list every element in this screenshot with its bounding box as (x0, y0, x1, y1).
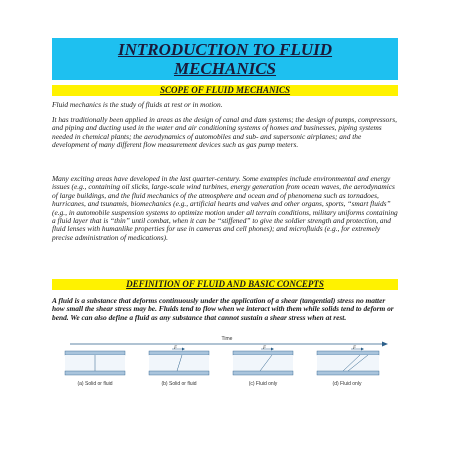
panel-c-bottom-plate (233, 371, 293, 375)
panel-b-top-plate (149, 351, 209, 355)
title-line-1: INTRODUCTION TO FLUID (117, 40, 333, 59)
panel-a (65, 351, 125, 375)
caption-d: (d) Fluid only (332, 381, 362, 387)
panel-b-bottom-plate (149, 371, 209, 375)
scope-paragraph-2: It has traditionally been applied in areas as the design of canal and dam systems; the design of pumps, compressors, and piping and ducting used in the water and air conditioning systems of homes and businesses, piping systems needed in chemical plants; the aerodynamics of automobiles and sub- and supersonic airplanes; and the development of many different flow measurement devices such as gas pump meters. (52, 115, 397, 150)
title-line-2: MECHANICS (173, 59, 277, 78)
panel-b-force-head (182, 348, 185, 351)
caption-c: (c) Fluid only (248, 381, 278, 387)
panel-d-fluid (317, 355, 379, 371)
panel-c-force-head (271, 348, 274, 351)
time-arrow-head (382, 342, 388, 347)
scope-paragraph-1: Fluid mechanics is the study of fluids at rest or in motion. (52, 100, 223, 109)
caption-a: (a) Solid or fluid (77, 381, 113, 387)
title-banner (52, 38, 398, 80)
panel-c-fluid (233, 355, 293, 371)
time-label: Time (221, 336, 233, 342)
panel-d (317, 348, 379, 376)
shear-deformation-figure (60, 336, 390, 396)
panel-d-bottom-plate (317, 371, 379, 375)
definition-heading: DEFINITION OF FLUID AND BASIC CONCEPTS (126, 279, 324, 289)
panel-d-force-head (361, 348, 364, 351)
scope-paragraph-3: Many exciting areas have developed in the last quarter-century. Some examples include environmental and energy issues (e.g., containing oil slicks, large-scale wind turbines, energy generation from ocean waves, the aerodynamics of large buildings, and the fluid mechanics of the atmosphere and ocean and of phenomena such as tornadoes, hurricanes, and tsunamis, biomechanics (e.g., artificial hearts and valves and other organs, sports, “smart fluids” (e.g., in automobile suspension systems to optimize motion under all terrain conditions, military uniforms containing a fluid layer that is “thin” until combat, when it can be “stiffened” to give the soldier strength and protection, and fluid lenses with humanlike properties for use in cameras and cell phones); and microfluids (e.g., for extremely precise administration of medications). (52, 174, 398, 242)
panel-a-bottom-plate (65, 371, 125, 375)
force-label-b: F (174, 346, 178, 351)
figure-drawing (60, 336, 390, 381)
caption-b: (b) Solid or fluid (161, 381, 197, 387)
force-label-c: F (263, 346, 267, 351)
panel-b (149, 348, 209, 376)
panel-d-top-plate (317, 351, 379, 355)
panel-b-fluid (149, 355, 209, 371)
scope-heading: SCOPE OF FLUID MECHANICS (159, 85, 291, 95)
scope-heading-band (52, 85, 398, 96)
panel-c-top-plate (233, 351, 293, 355)
definition-paragraph: A fluid is a substance that deforms continuously under the application of a shear (tangential) stress no matter how small the shear stress may be. Fluids tend to flow when we interact with them while solids tend to deform or bend. We can also define a fluid as any substance that cannot sustain a shear stress when at rest. (52, 296, 394, 322)
definition-heading-band (52, 279, 398, 290)
force-label-d: F (353, 346, 357, 351)
panel-c (233, 348, 293, 376)
panel-a-top-plate (65, 351, 125, 355)
